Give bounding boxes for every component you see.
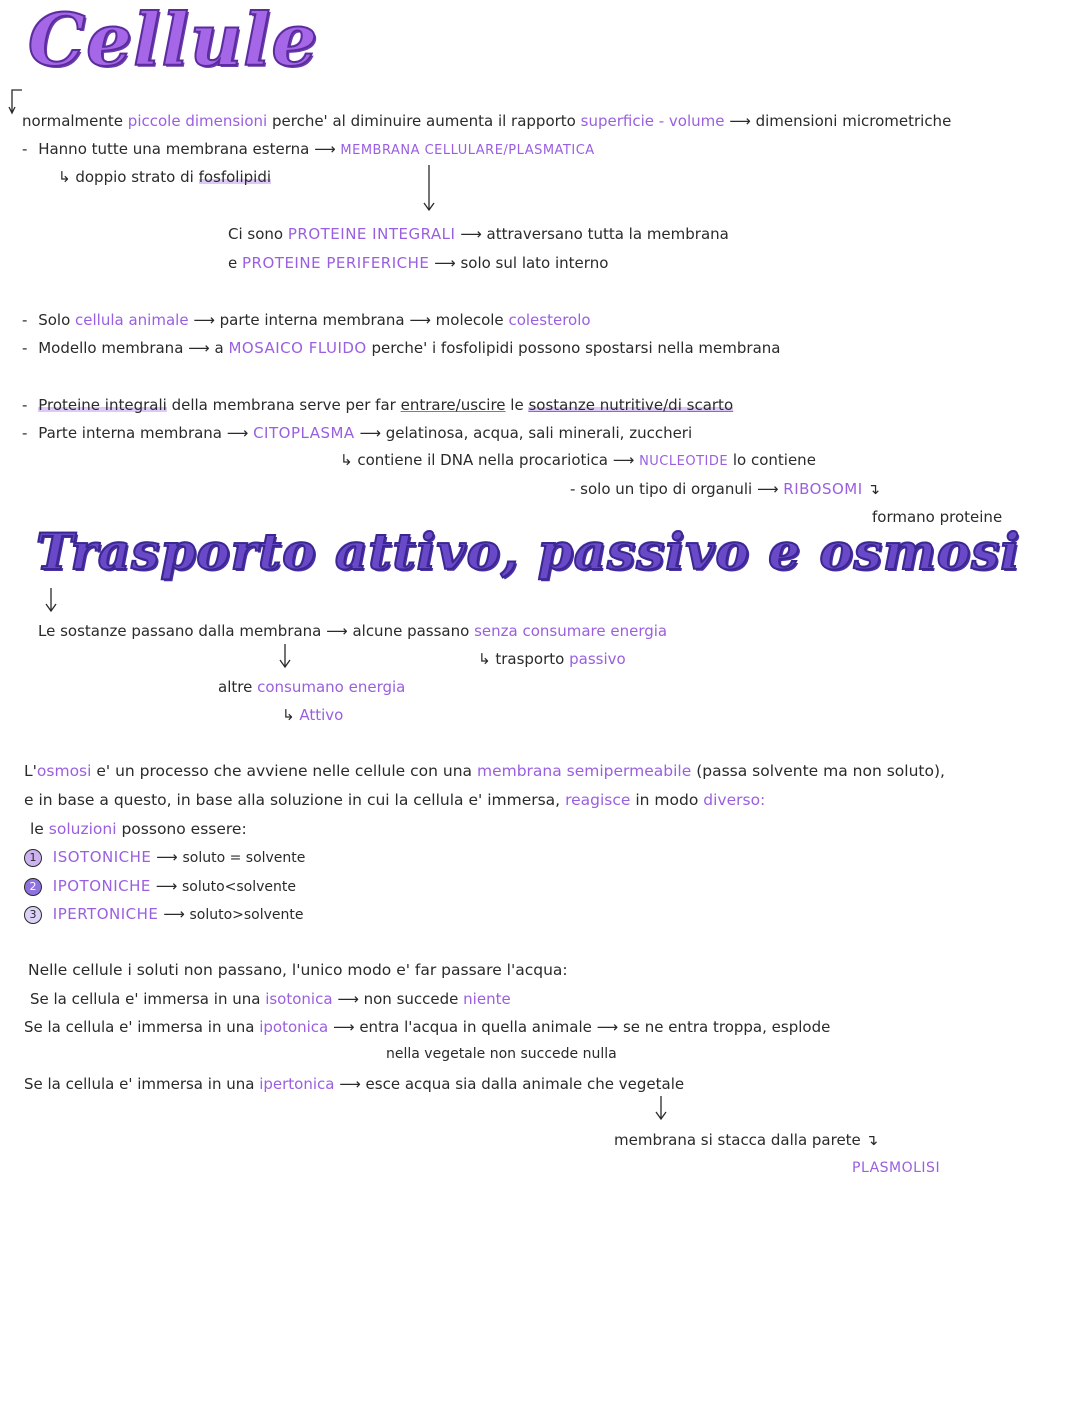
- line-trasporto-passivo: ↳ trasporto passivo: [478, 650, 626, 668]
- text-colesterolo: colesterolo: [508, 311, 591, 329]
- line-attivo: ↳ Attivo: [282, 706, 344, 724]
- text-membrana-semipermeabile: membrana semipermeabile: [476, 762, 692, 780]
- down-arrow-icon: [654, 1096, 668, 1122]
- text-doppio-strato: doppio strato di: [75, 168, 194, 186]
- number-badge: 2: [24, 878, 42, 896]
- text-citoplasma: CITOPLASMA: [253, 424, 355, 442]
- text-mosaico-fluido: MOSAICO FLUIDO: [228, 339, 367, 357]
- text-nella-vegetale: nella vegetale non succede nulla: [386, 1046, 617, 1062]
- text-piccole-dimensioni: piccole dimensioni: [127, 112, 268, 130]
- line-proteine-funzione: - Proteine integrali della membrana serve per far entrare/uscire le sostanze nutritive/di scarto: [22, 396, 734, 414]
- text-ribosomi: RIBOSOMI: [783, 480, 863, 498]
- text-passivo: passivo: [569, 650, 626, 668]
- text-membrana-cellulare: MEMBRANA CELLULARE/PLASMATICA: [340, 143, 595, 158]
- text-consumano-energia: consumano energia: [257, 678, 406, 696]
- text-proteine-periferiche: PROTEINE PERIFERICHE: [242, 254, 430, 272]
- number-badge: 3: [24, 906, 42, 924]
- line-sostanze: Le sostanze passano dalla membrana ⟶ alcune passano senza consumare energia: [38, 622, 668, 640]
- line-cellula-animale: - Solo cellula animale ⟶ parte interna membrana ⟶ molecole colesterolo: [22, 311, 591, 329]
- text-perche-rapporto: perche' al diminuire aumenta il rapporto: [271, 112, 576, 130]
- text-nucleotide: NUCLEOTIDE: [639, 454, 729, 469]
- line-ribosomi: - solo un tipo di organuli ⟶ RIBOSOMI ↴: [570, 480, 880, 498]
- text-proteine-integrali: PROTEINE INTEGRALI: [287, 225, 456, 243]
- number-badge: 1: [24, 849, 42, 867]
- text-plasmolisi: PLASMOLISI: [852, 1160, 941, 1176]
- line-proteine-integrali: Ci sono PROTEINE INTEGRALI ⟶ attraversano tutta la membrana: [228, 225, 729, 243]
- line-altre: altre consumano energia: [218, 678, 406, 696]
- line-membrana-esterna: - Hanno tutte una membrana esterna ⟶ MEMBRANA CELLULARE/PLASMATICA: [22, 140, 595, 158]
- text-reagisce: reagisce: [565, 791, 631, 809]
- down-arrow-icon: [278, 644, 292, 670]
- down-arrow-icon: [44, 588, 58, 614]
- line-osmosi-3: le soluzioni possono essere:: [30, 820, 247, 838]
- text-dimensioni-micrometriche: dimensioni micrometriche: [755, 112, 952, 130]
- line-doppio-strato: ↳ doppio strato di fosfolipidi: [58, 168, 272, 186]
- text-hanno-tutte: Hanno tutte una membrana esterna: [38, 140, 310, 158]
- list-item-isotoniche: 1 ISOTONICHE ⟶ soluto = solvente: [24, 848, 305, 867]
- line-dimensioni: normalmente piccole dimensioni perche' al diminuire aumenta il rapporto superficie - volume ⟶ dimensioni micrometriche: [22, 112, 952, 130]
- text-diverso: diverso:: [703, 791, 766, 809]
- title-cellule: Cellule: [28, 0, 319, 82]
- down-arrow-icon: [422, 165, 436, 213]
- list-item-ipertoniche: 3 IPERTONICHE ⟶ soluto>solvente: [24, 905, 304, 924]
- text-nelle-cellule: Nelle cellule i soluti non passano, l'unico modo e' far passare l'acqua:: [28, 961, 568, 979]
- text-niente: niente: [463, 990, 511, 1008]
- text-attivo: Attivo: [299, 706, 344, 724]
- line-isotonica: Se la cellula e' immersa in una isotonica ⟶ non succede niente: [30, 990, 511, 1008]
- line-ipertonica: Se la cellula e' immersa in una ipertonica ⟶ esce acqua sia dalla animale che vegetale: [24, 1075, 685, 1093]
- line-modello-membrana: - Modello membrana ⟶ a MOSAICO FLUIDO perche' i fosfolipidi possono spostarsi nella membrana: [22, 339, 781, 357]
- text-cellula-animale: cellula animale: [75, 311, 189, 329]
- text-osmosi: osmosi: [36, 762, 92, 780]
- text-ipotonica: ipotonica: [259, 1018, 329, 1036]
- text-soluzioni: soluzioni: [48, 820, 117, 838]
- text-senza-consumare: senza consumare energia: [474, 622, 668, 640]
- text-isotonica: isotonica: [265, 990, 333, 1008]
- line-dna: ↳ contiene il DNA nella procariotica ⟶ NUCLEOTIDE lo contiene: [340, 451, 816, 469]
- text-normalmente: normalmente: [22, 112, 124, 130]
- title-trasporto: Trasporto attivo, passivo e osmosi: [36, 522, 1021, 581]
- line-proteine-periferiche: e PROTEINE PERIFERICHE ⟶ solo sul lato interno: [228, 254, 609, 272]
- text-ipertonica: ipertonica: [259, 1075, 335, 1093]
- line-osmosi-2: e in base a questo, in base alla soluzione in cui la cellula e' immersa, reagisce in modo diverso:: [24, 791, 766, 809]
- text-formano-proteine: formano proteine: [872, 508, 1003, 526]
- line-osmosi-1: L'osmosi e' un processo che avviene nelle cellule con una membrana semipermeabile (passa solvente ma non soluto),: [24, 762, 945, 780]
- text-fosfolipidi: fosfolipidi: [198, 168, 272, 186]
- list-item-ipotoniche: 2 IPOTONICHE ⟶ soluto<solvente: [24, 877, 296, 896]
- text-superficie-volume: superficie - volume: [580, 112, 725, 130]
- line-ipotonica: Se la cellula e' immersa in una ipotonica ⟶ entra l'acqua in quella animale ⟶ se ne entra troppa, esplode: [24, 1018, 831, 1036]
- line-citoplasma: - Parte interna membrana ⟶ CITOPLASMA ⟶ gelatinosa, acqua, sali minerali, zuccheri: [22, 424, 693, 442]
- line-membrana-stacca: membrana si stacca dalla parete ↴: [614, 1131, 879, 1149]
